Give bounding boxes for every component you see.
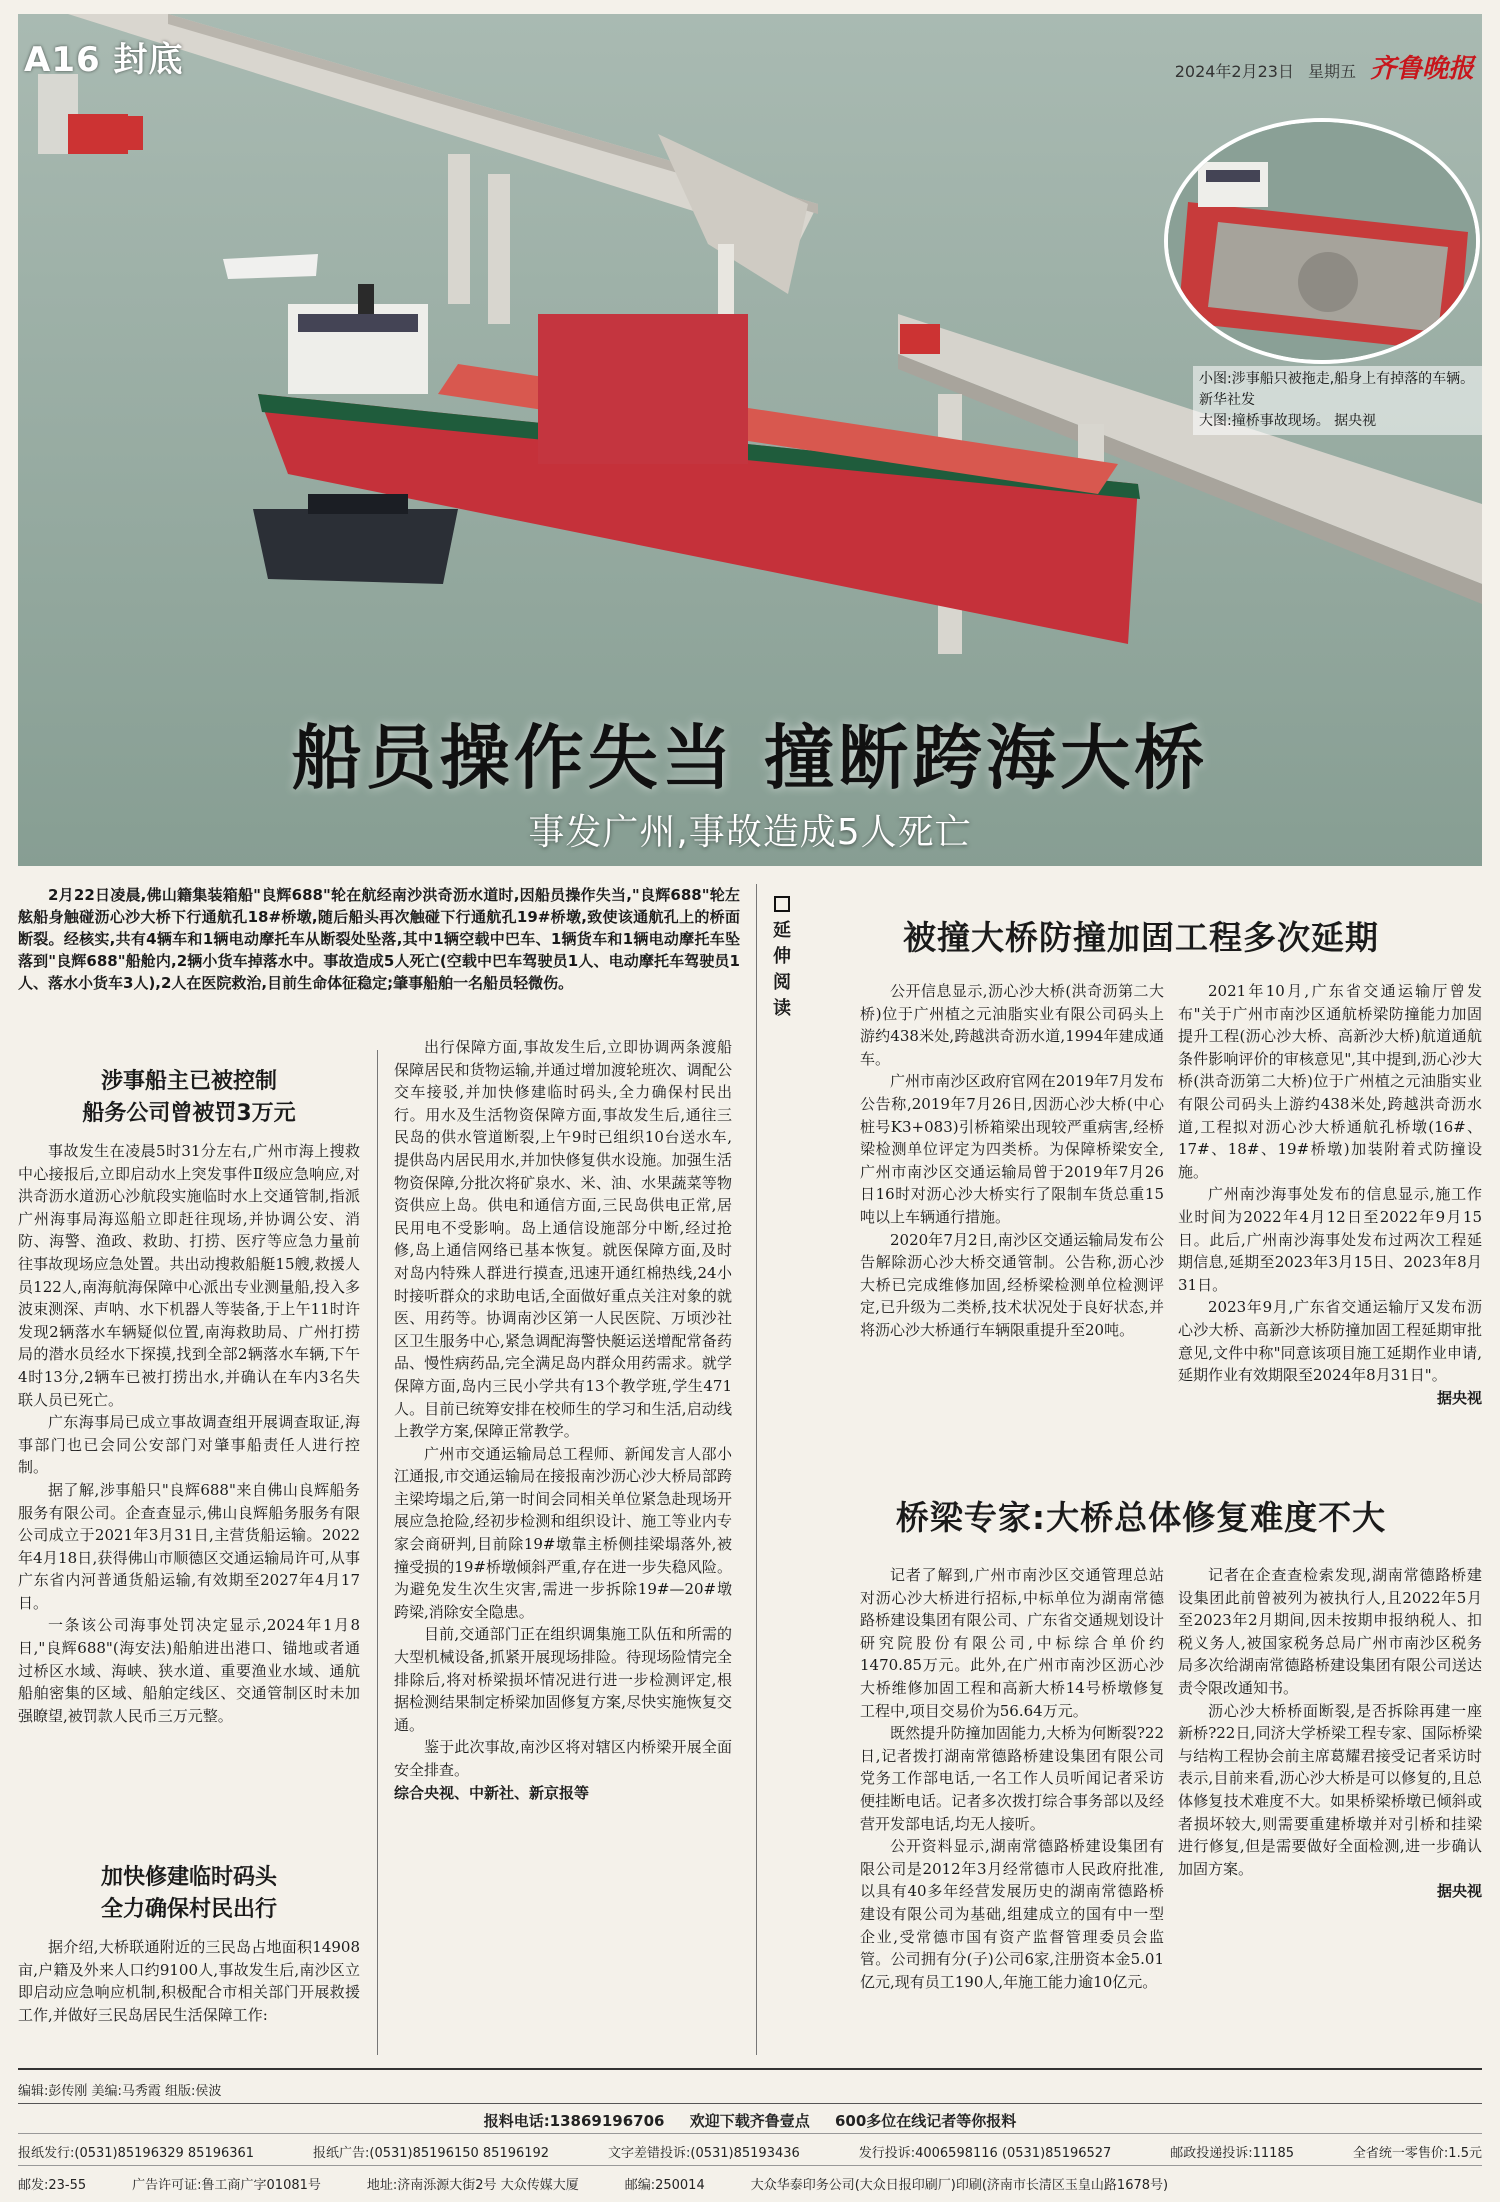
publisher-item: 邮编:250014: [624, 2178, 705, 2193]
reporters-promo: 600多位在线记者等你报料: [834, 2112, 1017, 2130]
towed-ship-photo: [1168, 122, 1480, 364]
issue-weekday: 星期五: [1307, 62, 1356, 81]
inset-photo: [1164, 118, 1480, 364]
article4-col1: [860, 1564, 1164, 1993]
paragraph: 广州市南沙区政府官网在2019年7月发布公告称,2019年7月26日,因沥心沙大桥(中心桩号K3+083)引桥箱梁出现较严重病害,经桥梁检测单位评定为四类桥。为保障桥梁安全,广州市南沙区交通运输局曾于2019年7月26日16时对沥心沙大桥实行了限制车货总重15吨以上车辆通行措施。: [860, 1072, 1164, 1226]
column-divider: [756, 884, 757, 2055]
contact-item: 报纸发行:(0531)85196329 85196361: [18, 2146, 255, 2161]
publisher-item: 地址:济南泺源大街2号 大众传媒大厦: [366, 2178, 579, 2193]
caption-large: 大图:撞桥事故现场。 据央视: [1199, 413, 1377, 429]
paragraph: 既然提升防撞加固能力,大桥为何断裂?22日,记者拨打湖南常德路桥建设集团有限公司党务工作部电话,一名工作人员听闻记者采访便挂断电话。记者多次拨打综合事务部以及经营开发部电话,均无人接听。: [860, 1724, 1164, 1833]
paragraph: 2021年10月,广东省交通运输厅曾发布"关于广州市南沙区通航桥梁防撞能力加固提升工程(沥心沙大桥、高新沙大桥)航道通航条件影响评价的审核意见",其中提到,沥心沙大桥(洪奇沥第二大桥)位于广州植之元油脂实业有限公司码头上游约438米处,跨越洪奇沥水道,工程拟对沥心沙大桥通航孔桥墩(16#、17#、18#、19#桥墩)加装附着式防撞设施。: [1178, 982, 1482, 1181]
subheadline: 事发广州,事故造成5人死亡: [528, 812, 972, 853]
hotline: 报料电话:13869196706: [483, 2112, 665, 2130]
paragraph: 沥心沙大桥桥面断裂,是否拆除再建一座新桥?22日,同济大学桥梁工程专家、国际桥梁与结构工程协会前主席葛耀君接受记者采访时表示,目前来看,沥心沙大桥是可以修复的,且总体修复技术难度不大。如果桥梁桥墩已倾斜或者损坏较大,则需要重建桥墩并对引桥和挂梁进行修复,但是需要做好全面检测,进一步确认加固方案。: [1178, 1701, 1482, 1878]
article4-col2: [1178, 1564, 1482, 1903]
article3-col2: [1178, 980, 1482, 1409]
publisher-item: 邮发:23-55: [18, 2178, 87, 2193]
paragraph: 记者了解到,广州市南沙区交通管理总站对沥心沙大桥进行招标,中标单位为湖南常德路桥建设集团有限公司、广东省交通规划设计研究院股份有限公司,中标综合单价约1470.85万元。此外,在广州市南沙区沥心沙大桥维修加固工程和高新大桥14号桥墩修复工程中,项目交易价为56.64万元。: [860, 1566, 1164, 1720]
section1-body: [18, 1140, 360, 1727]
section2-heading: [18, 1862, 360, 1926]
article3-heading: 被撞大桥防撞加固工程多次延期: [903, 918, 1379, 957]
paragraph: 记者在企查查检索发现,湖南常德路桥建设集团此前曾被列为被执行人,且2022年5月至2023年2月期间,因未按期申报纳税人、扣税义务人,被国家税务总局广州市南沙区税务局多次给湖南常德路桥建设集团有限公司送达责令限改通知书。: [1178, 1566, 1482, 1697]
section2-signoff: 综合央视、中新社、新京报等: [394, 1783, 590, 1802]
extension-reading-label: [768, 896, 796, 1022]
section1-heading-line2: 船务公司曾被罚3万元: [82, 1101, 296, 1126]
paragraph: 鉴于此次事故,南沙区将对辖区内桥梁开展全面安全排查。: [394, 1738, 732, 1779]
hotline-bar: [18, 2103, 1482, 2131]
paragraph: 广东海事局已成立事故调查组开展调查取证,海事部门也已会同公安部门对肇事船责任人进行控制。: [18, 1413, 360, 1477]
section2-body-col1: [18, 1936, 360, 2026]
caption-small: 小图:涉事船只被拖走,船身上有掉落的车辆。 新华社发: [1199, 371, 1475, 408]
paper-logo: 齐鲁晚报: [1369, 54, 1474, 84]
article4-heading: 桥梁专家:大桥总体修复难度不大: [895, 1498, 1387, 1537]
contact-item: 发行投诉:4006598116 (0531)85196527: [858, 2146, 1112, 2161]
issue-date: 2024年2月23日: [1174, 62, 1294, 81]
paragraph: 事故发生在凌晨5时31分左右,广州市海上搜救中心接报后,立即启动水上突发事件Ⅱ级应急响应,对洪奇沥水道沥心沙航段实施临时水上交通管制,指派广州海事局海巡船立即赶往现场,并协调公安、消防、海警、渔政、救助、打捞、医疗等应急力量前往事故现场应急处置。共出动搜救船艇15艘,救援人员122人,南海航海保障中心派出专业测量船,投入多波束测深、声呐、水下机器人等装备,于上午11时许发现2辆落水车辆疑似位置,南海救助局、广州打捞局的潜水员经水下探摸,找到全部2辆落水车辆,下午4时13分,2辆车已被打捞出水,并确认在车内3名失联人员已死亡。: [18, 1142, 360, 1409]
section1-heading: [18, 1066, 360, 1130]
paragraph: 2020年7月2日,南沙区交通运输局发布公告解除沥心沙大桥交通管制。公告称,沥心沙大桥已完成维修加固,经桥梁检测单位检测评定,已升级为二类桥,技术状况处于良好状态,并将沥心沙大桥通行车辆限重提升至20吨。: [860, 1230, 1164, 1339]
paragraph: 广州市交通运输局总工程师、新闻发言人邵小江通报,市交通运输局在接报南沙沥心沙大桥局部跨主梁垮塌之后,第一时间会同相关单位紧急赴现场开展应急抢险,经初步检测和组织设计、施工等业内专家会商研判,目前除19#墩靠主桥侧挂梁塌落外,被撞受损的19#桥墩倾斜严重,存在进一步失稳风险。为避免发生次生灾害,需进一步拆除19#—20#墩跨梁,消除安全隐患。: [394, 1444, 732, 1621]
section2-heading-line1: 加快修建临时码头: [100, 1865, 277, 1890]
paragraph: 公开资料显示,湖南常德路桥建设集团有限公司是2012年3月经常德市人民政府批准,以具有40多年经营发展历史的湖南常德路桥建设有限公司为基础,组建成立的国有中一型企业,受常德市国有资产监督管理委员会监管。公司拥有分(子)公司6家,注册资本金5.01亿元,现有员工190人,年施工能力逾10亿元。: [860, 1837, 1164, 1991]
page-label: A16 封底: [24, 40, 184, 80]
article4-source: 据央视: [1436, 1882, 1482, 1901]
paragraph: 据介绍,大桥联通附近的三民岛占地面积14908亩,户籍及外来人口约9100人,事故发生后,南沙区立即启动应急响应机制,积极配合市相关部门开展救援工作,并做好三民岛居民生活保障工作:: [18, 1938, 360, 2024]
paragraph: 出行保障方面,事故发生后,立即协调两条渡船保障居民和货物运输,并通过增加渡轮班次、调配公交车接驳,并加快修建临时码头,全力确保村民出行。用水及生活物资保障方面,事故发生后,通往三民岛的供水管道断裂,上午9时已组织10台送水车,提供岛内居民用水,并加快修复供水设施。加强生活物资保障,分批次将矿泉水、米、油、水果蔬菜等物资供应上岛。供电和通信方面,三民岛供电正常,居民用电不受影响。岛上通信设施部分中断,经过抢修,岛上通信网络已基本恢复。就医保障方面,及时对岛内特殊人群进行摸查,迅速开通红棉热线,24小时接听群众的求助电话,全面做好重点关注对象的就医、用药等。协调南沙区第一人民医院、万顷沙社区卫生服务中心,紧急调配海警快艇运送增配常备药品、慢性病药品,完全满足岛内群众用药需求。就学保障方面,岛内三民小学共有13个教学班,学生471人。目前已统筹安排在校师生的学习和生活,启动线上教学方案,保障正常教学。: [394, 1038, 732, 1441]
paragraph: 目前,交通部门正在组织调集施工队伍和所需的大型机械设备,抓紧开展现场排险。待现场险情完全排除后,将对桥梁损坏情况进行进一步检测评定,根据检测结果制定桥梁加固修复方案,尽快实施恢复交通。: [394, 1625, 732, 1734]
contact-row: [18, 2133, 1482, 2161]
article3-col1: [860, 980, 1164, 1342]
section2-heading-line2: 全力确保村民出行: [100, 1897, 277, 1922]
section1-heading-line1: 涉事船主已被控制: [100, 1069, 277, 1094]
article3-source: 据央视: [1436, 1388, 1482, 1407]
contact-item: 报纸广告:(0531)85196150 85196192: [313, 2146, 550, 2161]
headline: 船员操作失当 撞断跨海大桥: [291, 716, 1209, 799]
extension-label-text: 延伸阅读: [773, 920, 791, 1019]
column-divider: [377, 1050, 378, 2055]
masthead: [1175, 48, 1474, 85]
section2-body-col2: [394, 1036, 732, 1804]
publisher-item: 大众华泰印务公司(大众日报印刷厂)印刷(济南市长清区玉皇山路1678号): [750, 2178, 1169, 2193]
contact-item: 邮政投递投诉:11185: [1170, 2146, 1294, 2161]
download-promo: 欢迎下载齐鲁壹点: [689, 2112, 810, 2130]
contact-item: 全省统一零售价:1.5元: [1352, 2146, 1482, 2161]
square-icon: [774, 896, 790, 912]
paragraph: 公开信息显示,沥心沙大桥(洪奇沥第二大桥)位于广州植之元油脂实业有限公司码头上游约438米处,跨越洪奇沥水道,1994年建成通车。: [860, 982, 1164, 1068]
publisher-item: 广告许可证:鲁工商广字01081号: [132, 2178, 321, 2193]
contact-item: 文字差错投诉:(0531)85193436: [608, 2146, 800, 2161]
photo-caption: [1193, 366, 1482, 435]
paragraph: 一条该公司海事处罚决定显示,2024年1月8日,"良辉688"(海安法)船舶进出港口、锚地或者通过桥区水域、海峡、狭水道、重要渔业水域、通航船舶密集的区域、船舶定线区、交通管制区时未加强瞭望,被罚款人民币三万元整。: [18, 1616, 360, 1725]
lead-paragraph: 2月22日凌晨,佛山籍集装箱船"良辉688"轮在航经南沙洪奇沥水道时,因船员操作失当,"良辉688"轮左舷船身触碰沥心沙大桥下行通航孔18#桥墩,随后船头再次触碰下行通航孔19#桥墩,致使该通航孔上的桥面断裂。经核实,共有4辆车和1辆电动摩托车从断裂处坠落,其中1辆空载中巴车、1辆货车和1辆电动摩托车坠落到"良辉688"船舱内,2辆小货车掉落水中。事故造成5人死亡(空载中巴车驾驶员1人、电动摩托车驾驶员1人、落水小货车3人),2人在医院救治,目前生命体征稳定;肇事船舶一名船员轻微伤。: [18, 886, 740, 992]
paragraph: 2023年9月,广东省交通运输厅又发布沥心沙大桥、高新沙大桥防撞加固工程延期审批意见,文件中称"同意该项目施工延期作业申请,延期作业有效期限至2024年8月31日"。: [1178, 1298, 1482, 1385]
hero-photo: [18, 14, 1482, 866]
paragraph: 据了解,涉事船只"良辉688"来自佛山良辉船务服务有限公司。企查查显示,佛山良辉船务服务有限公司成立于2021年3月31日,主营货船运输。2022年4月18日,获得佛山市顺德区交通运输局许可,从事广东省内河普通货船运输,有效期至2027年4月17日。: [18, 1480, 360, 1612]
editor-credits: 编辑:彭传刚 美编:马秀霞 组版:侯波: [18, 2068, 1482, 2099]
publisher-row: [18, 2165, 1482, 2193]
paragraph: 广州南沙海事处发布的信息显示,施工作业时间为2022年4月12日至2022年9月15日。此后,广州南沙海事处发布过两次工程延期信息,延期至2023年3月15日、2023年8月31日。: [1178, 1185, 1482, 1294]
